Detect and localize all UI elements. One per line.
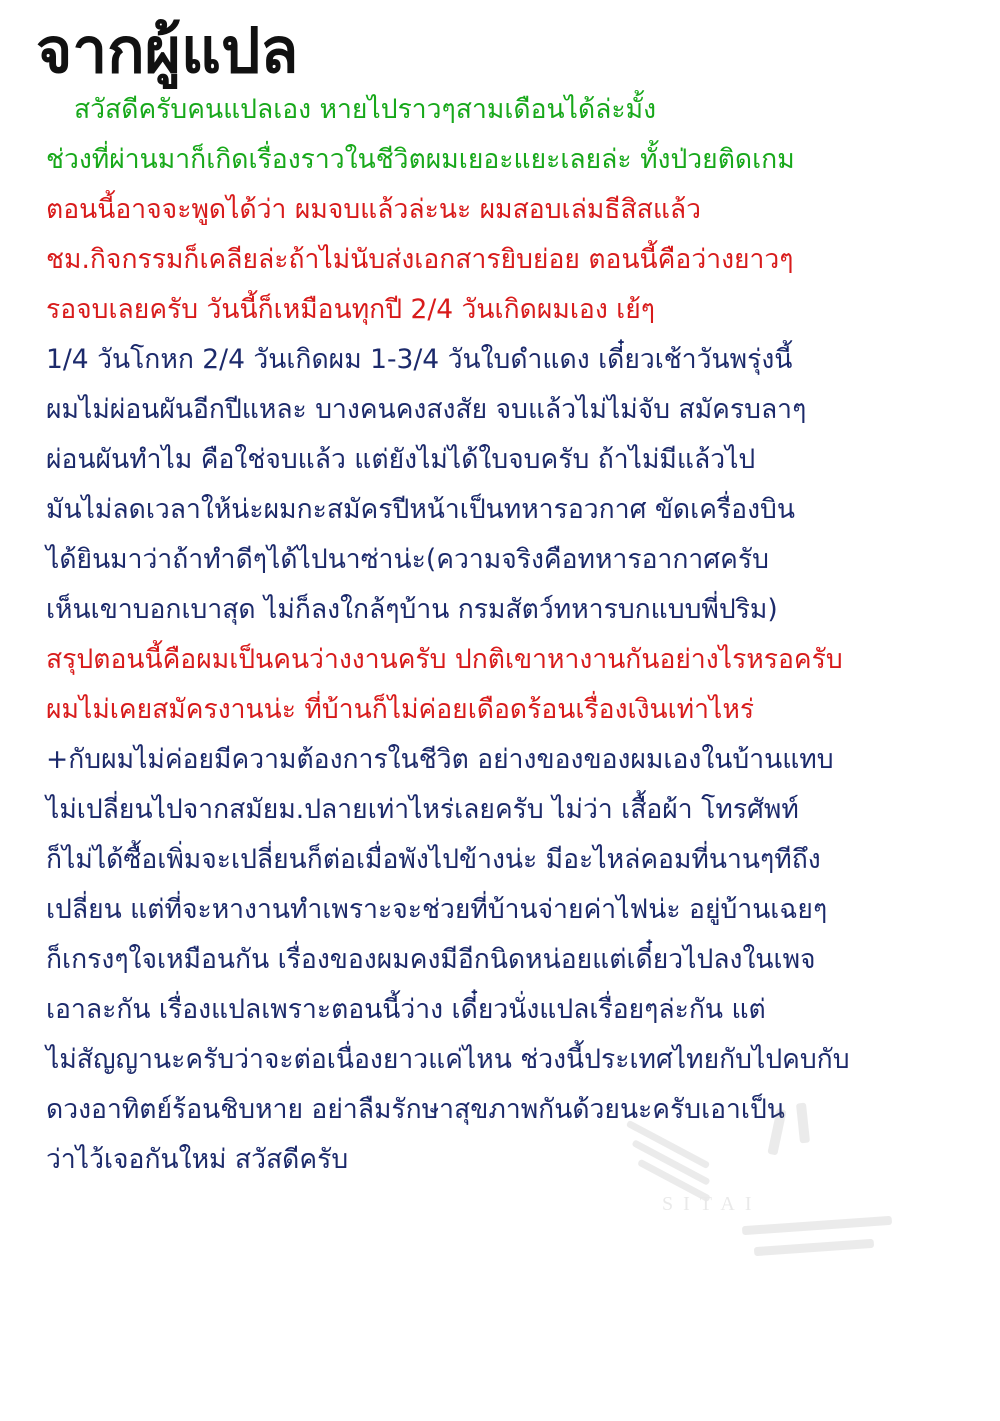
text-line: ผมไม่ผ่อนผันอีกปีแหละ บางคนคงสงสัย จบแล้วไม่ไม่จับ สมัครบลาๆ — [46, 394, 807, 426]
watermark-stroke — [742, 1216, 892, 1235]
text-line: สวัสดีครับคนแปลเอง หายไปราวๆสามเดือนได้ล่ะมั้ง — [74, 94, 657, 126]
text-line: ไม่สัญญานะครับว่าจะต่อเนื่องยาวแค่ไหน ช่วงนี้ประเทศไทยกับไปคบกับ — [46, 1044, 850, 1076]
text-line: มันไม่ลดเวลาให้น่ะผมกะสมัครปีหน้าเป็นทหารอวกาศ ขัดเครื่องบิน — [46, 494, 795, 526]
text-line: ไม่เปลี่ยนไปจากสมัยม.ปลายเท่าไหร่เลยครับ ไม่ว่า เสื้อผ้า โทรศัพท์ — [46, 794, 799, 826]
text-line: 1/4 วันโกหก 2/4 วันเกิดผม 1-3/4 วันใบดำแดง เดี๋ยวเช้าวันพรุ่งนี้ — [46, 344, 793, 376]
text-line: ช่วงที่ผ่านมาก็เกิดเรื่องราวในชีวิตผมเยอะแยะเลยล่ะ ทั้งป่วยติดเกม — [46, 144, 795, 176]
text-line: ดวงอาทิตย์ร้อนชิบหาย อย่าลืมรักษาสุขภาพกันด้วยนะครับเอาเป็น — [46, 1094, 785, 1126]
text-line: ผมไม่เคยสมัครงานน่ะ ที่บ้านก็ไม่ค่อยเดือดร้อนเรื่องเงินเท่าไหร่ — [46, 694, 755, 726]
watermark-stroke — [754, 1239, 874, 1256]
text-line: ชม.กิจกรรมก็เคลียล่ะถ้าไม่นับส่งเอกสารยิบย่อย ตอนนี้คือว่างยาวๆ — [46, 244, 794, 276]
text-line: ก็ไม่ได้ซื้อเพิ่มจะเปลี่ยนก็ต่อเมื่อพังไปข้างน่ะ มีอะไหล่คอมที่นานๆทีถึง — [46, 844, 821, 876]
text-line: ว่าไว้เจอกันใหม่ สวัสดีครับ — [46, 1144, 349, 1176]
page-title: จากผู้แปล — [36, 14, 299, 87]
watermark-text: SITAI — [662, 1193, 762, 1215]
text-line: ผ่อนผันทำไม คือใช่จบแล้ว แต่ยังไม่ได้ใบจบครับ ถ้าไม่มีแล้วไป — [46, 444, 756, 476]
text-line: +กับผมไม่ค่อยมีความต้องการในชีวิต อย่างของของผมเองในบ้านแทบ — [46, 744, 834, 776]
text-line: ได้ยินมาว่าถ้าทำดีๆได้ไปนาซ่าน่ะ(ความจริงคือทหารอากาศครับ — [46, 544, 769, 576]
text-line: รอจบเลยครับ วันนี้ก็เหมือนทุกปี 2/4 วันเกิดผมเอง เย้ๆ — [46, 294, 655, 326]
text-line: ตอนนี้อาจจะพูดได้ว่า ผมจบแล้วล่ะนะ ผมสอบเล่มธีสิสแล้ว — [46, 194, 702, 226]
text-line: เปลี่ยน แต่ที่จะหางานทำเพราะจะช่วยที่บ้านจ่ายค่าไฟน่ะ อยู่บ้านเฉยๆ — [46, 894, 828, 926]
text-line: ก็เกรงๆใจเหมือนกัน เรื่องของผมคงมีอีกนิดหน่อยแต่เดี๋ยวไปลงในเพจ — [46, 944, 816, 976]
text-line: เอาละกัน เรื่องแปลเพราะตอนนี้ว่าง เดี๋ยวนั่งแปลเรื่อยๆล่ะกัน แต่ — [46, 994, 766, 1026]
text-line: สรุปตอนนี้คือผมเป็นคนว่างงานครับ ปกติเขาหางานกันอย่างไรหรอครับ — [46, 644, 843, 676]
translator-note-body — [28, 85, 972, 1185]
text-line: เห็นเขาบอกเบาสุด ไม่ก็ลงใกล้ๆบ้าน กรมสัตว์ทหารบกแบบพี่ปริม) — [46, 594, 778, 626]
